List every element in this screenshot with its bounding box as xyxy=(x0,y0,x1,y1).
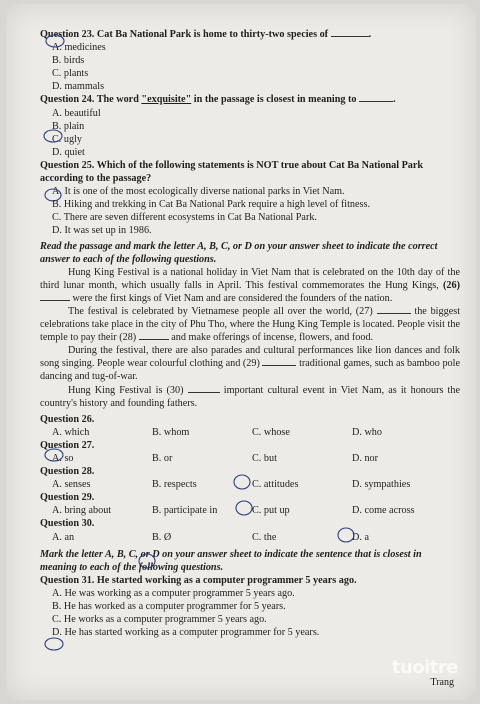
question-23 xyxy=(40,28,460,41)
q24-option-b: B. plain xyxy=(52,120,85,132)
q31-option-b: B. He has worked as a computer programmer for 5 years. xyxy=(52,601,286,613)
q27-option-c: C. but xyxy=(252,453,277,464)
watermark-logo: tuoitre xyxy=(391,657,458,678)
q27-option-d: D. nor xyxy=(352,453,379,464)
exam-page xyxy=(6,4,476,700)
question-23-end: . xyxy=(368,29,372,40)
q23-option-c: C. plants xyxy=(52,68,89,80)
q26-option-b: B. whom xyxy=(152,426,190,438)
passage-paragraph-4 xyxy=(40,384,460,410)
paragraph-4-post: important cultural event in Viet Nam, as it honours the country's history and founding fathers. xyxy=(40,384,461,409)
q26-option-d: D. who xyxy=(352,426,382,438)
q30-option-a: A. an xyxy=(52,531,75,543)
question-29-label: Question 29. xyxy=(40,492,95,504)
question-26-label: Question 26. xyxy=(40,413,95,425)
paragraph-3-pre: During the festival, there are also parades and cultural performances like lion dances and folk song singing. People wear colourful clothing and (29) xyxy=(40,345,460,370)
q25-option-c: C. There are seven different ecosystems in Cat Ba National Park. xyxy=(52,212,317,224)
q30-option-b: B. Ø xyxy=(152,531,172,543)
answer-blank xyxy=(359,101,393,102)
q24-option-d: D. quiet xyxy=(52,146,85,158)
q28-option-c: C. attitudes xyxy=(252,479,299,491)
paragraph-1-rest: were the first kings of Viet Nam and are considered the founders of the nation. xyxy=(72,292,393,304)
blank-number-26: (26) xyxy=(443,279,461,291)
q25-option-b: B. Hiking and trekking in Cat Ba National Park require a high level of fitness. xyxy=(52,199,371,211)
q24-option-c: C. ugly xyxy=(52,133,83,145)
q31-option-c: C. He works as a computer programmer 5 years ago. xyxy=(52,614,267,626)
paragraph-1-text: Hung King Festival is a national holiday in Viet Nam that is celebrated on the 10th day of the third lunar month, which usually falls in April. This festival commemorates the Hung Kings, xyxy=(40,266,460,291)
q29-option-b: B. participate in xyxy=(152,505,218,517)
q27-option-b: B. or xyxy=(152,453,173,464)
answer-blank xyxy=(262,365,296,366)
question-23-text: Question 23. Cat Ba National Park is home to thirty-two species of xyxy=(40,29,329,40)
paragraph-4-pre: Hung King Festival is (30) xyxy=(68,384,184,396)
q28-option-a: A. senses xyxy=(52,479,91,491)
passage-instruction: Read the passage and mark the letter A, B, C, or D on your answer sheet to indicate the correct answer to each of the following questions. xyxy=(40,240,438,265)
answer-blank xyxy=(139,339,169,340)
passage-paragraph-3 xyxy=(40,344,460,383)
q28-option-d: D. sympathies xyxy=(352,479,411,491)
q29-option-a: A. bring about xyxy=(52,505,112,517)
q25-option-d: D. It was set up in 1986. xyxy=(52,225,152,237)
question-30-block xyxy=(40,517,460,543)
passage-paragraph-2 xyxy=(40,305,460,344)
q27-option-a: A. so xyxy=(52,453,74,464)
question-25: Question 25. Which of the following statements is NOT true about Cat Ba National Park according to the passage? xyxy=(40,159,424,185)
q23-option-d: D. mammals xyxy=(52,81,105,93)
q31-option-a: A. He was working as a computer programmer 5 years ago. xyxy=(52,587,295,599)
question-30-label: Question 30. xyxy=(40,518,95,530)
q26-option-a: A. which xyxy=(52,426,90,438)
answer-blank xyxy=(377,313,411,314)
page-footer: Trang xyxy=(430,677,454,688)
question-27-block xyxy=(40,439,460,465)
paragraph-3-post: traditional games, such as bamboo pole dancing and tug-of-war. xyxy=(40,358,460,383)
q29-option-d: D. come across xyxy=(352,505,415,517)
exam-content xyxy=(40,28,460,639)
question-28-options xyxy=(40,478,460,491)
closest-meaning-instruction: Mark the letter A, B, C, or D on your answer sheet to indicate the sentence that is closest in meaning to each of the following questions. xyxy=(40,548,422,573)
question-27-label: Question 27. xyxy=(40,439,95,451)
q25-option-a: A. It is one of the most ecologically diverse national parks in Viet Nam. xyxy=(52,186,345,198)
question-27-options xyxy=(40,452,460,465)
question-28-label: Question 28. xyxy=(40,466,95,478)
question-28-block xyxy=(40,465,460,491)
question-24 xyxy=(40,93,460,106)
paragraph-2-end: and make offerings of incense, flowers, and food. xyxy=(171,332,374,344)
question-24-post: in the passage is closest in meaning to xyxy=(191,94,357,106)
pen-circle xyxy=(45,638,63,650)
question-24-end: . xyxy=(393,94,396,106)
question-30-options xyxy=(40,531,460,544)
paragraph-2-post: the biggest celebrations take place in the city of Phu Tho, where the Hung King Temple is located. People visit the temple to pay their (28) xyxy=(40,305,461,344)
answer-blank xyxy=(40,300,70,301)
q23-option-a: A. medicines xyxy=(52,42,106,54)
passage-paragraph-1 xyxy=(40,266,460,305)
question-24-pre: Question 24. The word xyxy=(40,94,142,106)
answer-blank xyxy=(188,392,220,393)
q26-option-c: C. whose xyxy=(252,426,290,438)
q29-option-c: C. put up xyxy=(252,505,290,517)
answer-blank xyxy=(331,36,369,37)
question-26-block xyxy=(40,413,460,439)
question-31: Question 31. He started working as a computer programmer 5 years ago. xyxy=(40,574,357,586)
question-29-options xyxy=(40,504,460,517)
q24-option-a: A. beautiful xyxy=(52,107,101,119)
q30-option-d: D. a xyxy=(352,531,369,543)
question-26-options xyxy=(40,426,460,439)
paragraph-2-pre: The festival is celebrated by Vietnamese people all over the world, (27) xyxy=(68,305,373,317)
q30-option-c: C. the xyxy=(252,531,277,543)
q31-option-d: D. He has started working as a computer programmer for 5 years. xyxy=(52,627,320,639)
question-29-block xyxy=(40,491,460,517)
q23-option-b: B. birds xyxy=(52,55,85,67)
q28-option-b: B. respects xyxy=(152,479,197,491)
underlined-word: "exquisite" xyxy=(141,94,192,106)
